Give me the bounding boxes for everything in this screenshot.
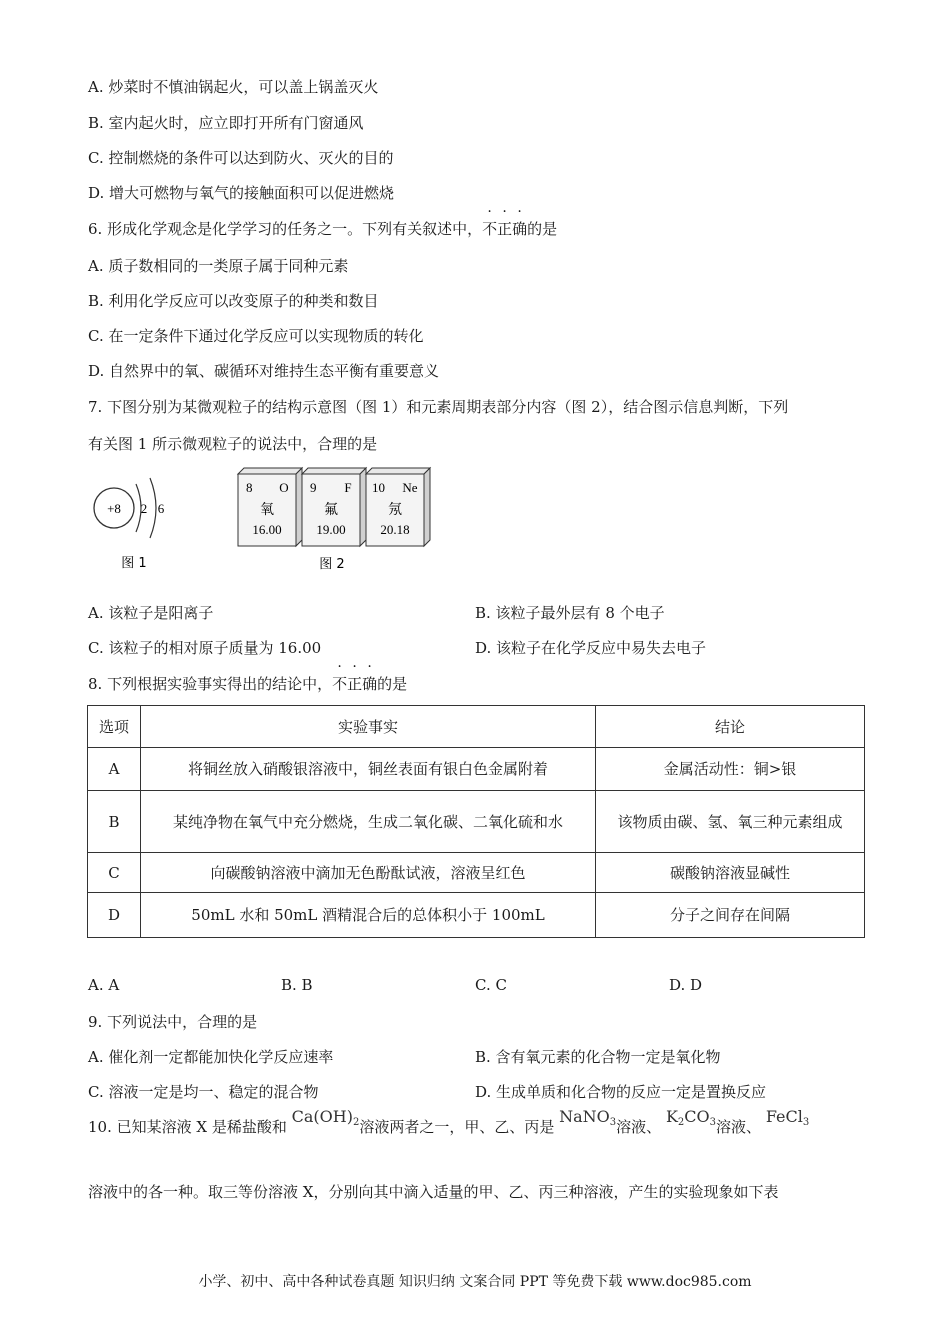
table-header-row [88,706,865,748]
q7-stem-line2: 有关图 1 所示微观粒子的说法中，合理的是 [88,435,378,453]
formula-nano3 [559,1107,616,1126]
q6-stem-post: 的是 [527,220,558,238]
element-number: 10 [372,480,385,495]
q9-option-c: C. 溶液一定是均一、稳定的混合物 [88,1083,319,1101]
table-cell: 某纯净物在氧气中充分燃烧，生成二氧化碳、二氧化硫和水 [141,791,596,853]
element-name: 氧 [260,502,274,518]
q7-option-c: C. 该粒子的相对原子质量为 16.00 [88,639,322,657]
q5-option-d: D. 增大可燃物与氧气的接触面积可以促进燃烧 [88,184,395,202]
electron-shell-arc [150,478,156,538]
element-name: 氟 [324,502,338,518]
table-cell: 该物质由碳、氢、氧三种元素组成 [596,791,865,853]
q5-option-b: B. 室内起火时，应立即打开所有门窗通风 [88,114,364,132]
q10-stem-line1 [88,1107,810,1138]
formula-text: NaNO [559,1107,610,1126]
table-cell: A [88,748,141,791]
formula-subscript: 3 [709,1117,717,1128]
table-cell: D [88,893,141,938]
q9-option-b: B. 含有氧元素的化合物一定是氧化物 [475,1048,721,1066]
table-cell: 分子之间存在间隔 [596,893,865,938]
q8-emph-char: 正 [347,675,363,693]
q6-option-d: D. 自然界中的氧、碳循环对维持生态平衡有重要意义 [88,362,440,380]
table-cell: B [88,791,141,853]
q6-emph-char: 确 [512,220,528,238]
table-row [88,893,865,938]
q7-option-a: A. 该粒子是阳离子 [88,604,214,622]
q6-emph-char: 不 [482,220,498,238]
atom-structure-figure [88,470,208,580]
periodic-table-figure [232,466,442,576]
q10-text: 10. 已知某溶液 X 是稀盐酸和 [88,1118,287,1136]
table-row [88,791,865,853]
formula-subscript: 2 [677,1117,685,1128]
formula-text: Ca(OH) [291,1107,353,1126]
q10-stem-line2: 溶液中的各一种。取三等份溶液 X，分别向其中滴入适量的甲、乙、丙三种溶液，产生的实验现象如下表 [88,1183,779,1201]
table-header: 实验事实 [141,706,596,748]
q5-option-a: A. 炒菜时不慎油锅起火，可以盖上锅盖灭火 [88,78,379,96]
formula-subscript: 3 [802,1117,810,1128]
q8-emph-char: 确 [362,675,378,693]
q6-stem [88,218,557,239]
formula-text: K [665,1107,678,1126]
element-cell-f [302,468,366,546]
element-number: 8 [246,480,253,495]
q8-stem [88,673,407,694]
element-mass: 19.00 [316,522,346,537]
q10-text: 溶液两者之一，甲、乙、丙是 [359,1118,555,1136]
shell1-electrons: 2 [140,501,148,516]
element-mass: 16.00 [252,522,282,537]
table-cell: 向碳酸钠溶液中滴加无色酚酞试液，溶液呈红色 [141,853,596,893]
table-header: 选项 [88,706,141,748]
formula-k2co3 [666,1107,716,1126]
element-cell-ne [366,468,430,546]
q7-option-d: D. 该粒子在化学反应中易失去电子 [475,639,707,657]
page-footer: 小学、初中、高中各种试卷真题 知识归纳 文案合同 PPT 等免费下载 www.doc985.com [198,1274,752,1290]
formula-text: FeCl [765,1107,803,1126]
table-row [88,853,865,893]
q8-stem-pre: 8. 下列根据实验事实得出的结论中， [88,675,333,693]
q6-option-c: C. 在一定条件下通过化学反应可以实现物质的转化 [88,327,424,345]
shell2-electrons: 6 [157,501,165,516]
table-cell: 金属活动性：铜>银 [596,748,865,791]
q6-option-b: B. 利用化学反应可以改变原子的种类和数目 [88,292,379,310]
table-header: 结论 [596,706,865,748]
formula-subscript: 3 [609,1117,617,1128]
nucleus-charge: +8 [107,501,121,516]
q8-option-a: A. A [88,976,120,994]
q6-stem-pre: 6. 形成化学观念是化学学习的任务之一。下列有关叙述中， [88,220,483,238]
formula-text: CO [684,1107,710,1126]
element-symbol: Ne [402,480,418,495]
element-symbol: O [279,480,289,495]
q7-option-b: B. 该粒子最外层有 8 个电子 [475,604,665,622]
element-cell-o [238,468,302,546]
fig1-caption: 图 1 [121,556,147,571]
q10-text: 溶液、 [616,1118,662,1136]
q9-option-a: A. 催化剂一定都能加快化学反应速率 [88,1048,334,1066]
element-mass: 20.18 [380,522,410,537]
element-number: 9 [310,480,317,495]
q8-emph-char: 不 [332,675,348,693]
element-symbol: F [344,480,352,495]
q7-stem-line1: 7. 下图分别为某微观粒子的结构示意图（图 1）和元素周期表部分内容（图 2），结合图示信息判断，下列 [88,398,789,416]
fig2-caption: 图 2 [319,557,345,572]
q8-stem-post: 的是 [377,675,408,693]
q5-option-c: C. 控制燃烧的条件可以达到防火、灭火的目的 [88,149,394,167]
table-cell: 碳酸钠溶液显碱性 [596,853,865,893]
experiment-table [87,705,865,938]
q6-option-a: A. 质子数相同的一类原子属于同种元素 [88,257,349,275]
formula-subscript: 2 [352,1117,360,1128]
q8-option-c: C. C [475,976,507,994]
q9-stem: 9. 下列说法中，合理的是 [88,1013,258,1031]
q9-option-d: D. 生成单质和化合物的反应一定是置换反应 [475,1083,767,1101]
table-cell: C [88,853,141,893]
table-cell: 将铜丝放入硝酸银溶液中，铜丝表面有银白色金属附着 [141,748,596,791]
q8-option-b: B. B [281,976,313,994]
table-row [88,748,865,791]
table-cell: 50mL 水和 50mL 酒精混合后的总体积小于 100mL [141,893,596,938]
formula-fecl3 [766,1107,809,1126]
element-name: 氖 [388,502,402,518]
q8-option-d: D. D [669,976,703,994]
q6-emph-char: 正 [497,220,513,238]
q10-text: 溶液、 [716,1118,762,1136]
formula-caoh2 [292,1107,360,1126]
